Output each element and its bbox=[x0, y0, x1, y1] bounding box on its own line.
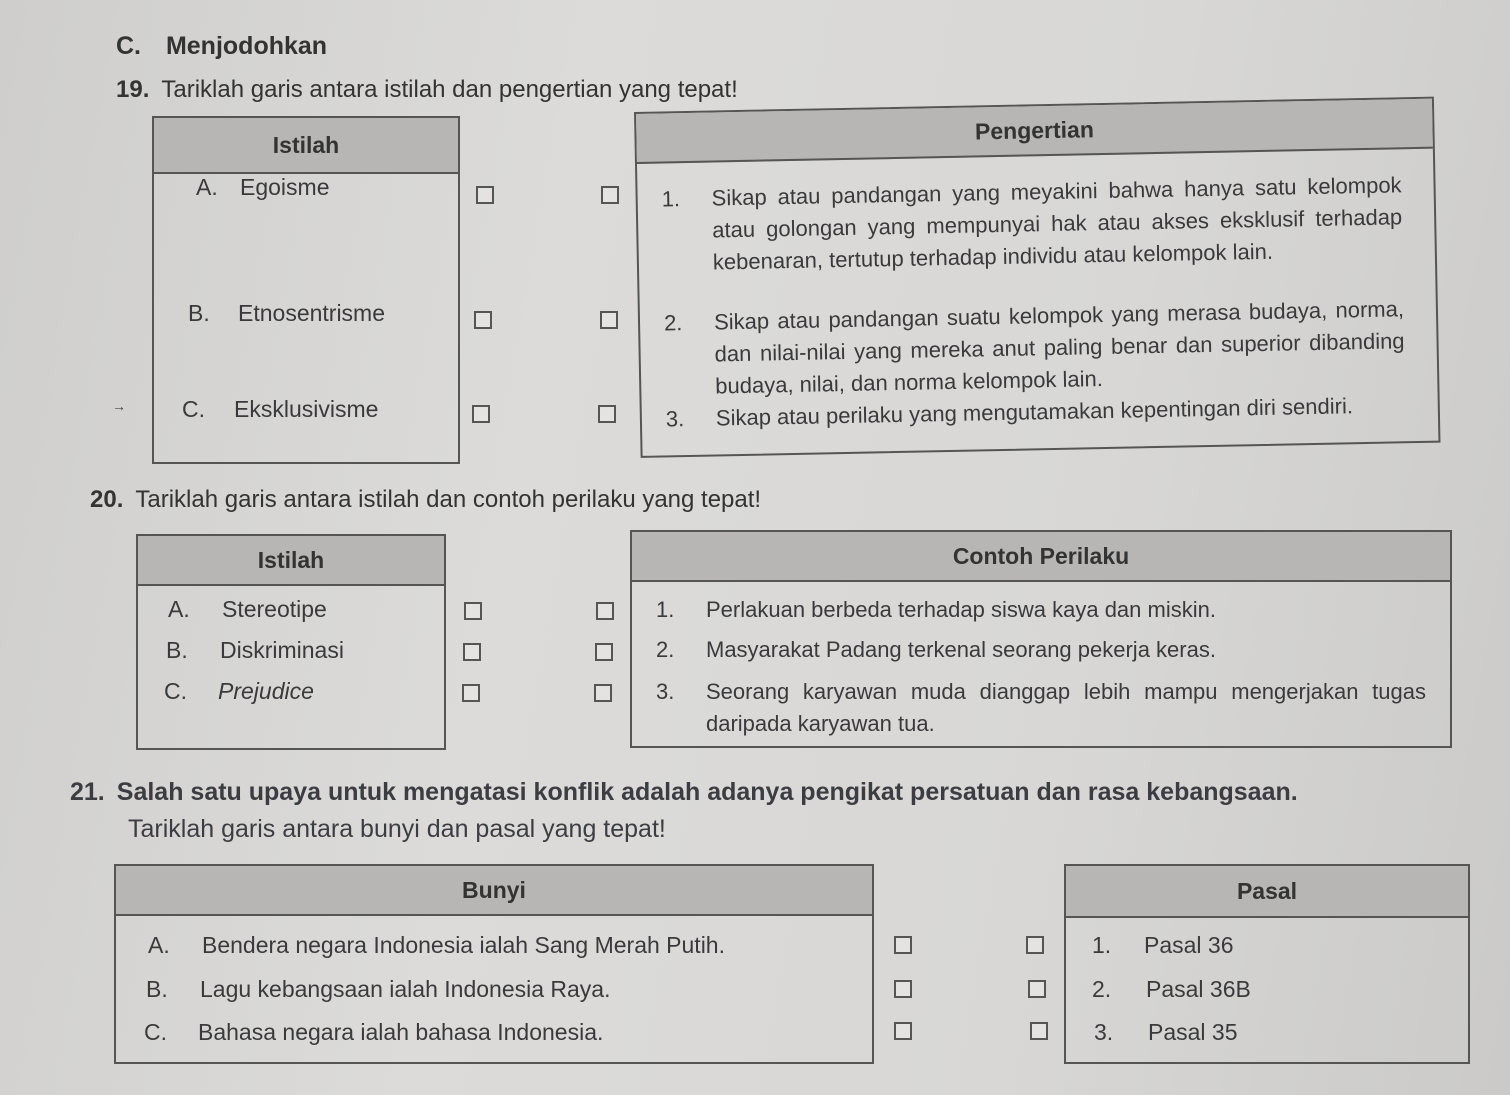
q19-def-1-checkbox[interactable] bbox=[601, 186, 619, 204]
definition-text: Sikap atau pandangan suatu kelompok yang merasa budaya, norma, dan nilai-nilai yang mereka anut paling benar dan superior dibanding budaya, nilai, dan norma kelompok lain. bbox=[713, 296, 1405, 399]
statement-letter: A. bbox=[148, 932, 170, 958]
term-text: Stereotipe bbox=[222, 596, 327, 622]
q21-statements-header: Bunyi bbox=[116, 866, 872, 916]
q19-term-c-checkbox[interactable] bbox=[472, 405, 490, 423]
q20-ex-1-checkbox[interactable] bbox=[596, 602, 614, 620]
q21-article-1 bbox=[1092, 932, 1234, 959]
article-text: Pasal 36B bbox=[1146, 976, 1251, 1002]
q21-article-3-checkbox[interactable] bbox=[1030, 1022, 1048, 1040]
q21-instruction-line-1 bbox=[70, 778, 1298, 807]
statement-text: Bahasa negara ialah bahasa Indonesia. bbox=[198, 1019, 604, 1045]
q21-number: 21. bbox=[70, 778, 105, 806]
q19-definition-1 bbox=[661, 169, 1403, 313]
q21-instruction-2: Tariklah garis antara bunyi dan pasal yang tepat! bbox=[128, 815, 666, 843]
q20-example-2 bbox=[656, 634, 1426, 670]
example-text: Seorang karyawan muda dianggap lebih mampu mengerjakan tugas daripada karyawan tua. bbox=[706, 679, 1426, 736]
term-letter: B. bbox=[188, 300, 210, 326]
q21-statement-b bbox=[146, 976, 611, 1003]
q19-def-2-checkbox[interactable] bbox=[600, 311, 618, 329]
term-letter: A. bbox=[196, 174, 218, 200]
article-number: 2. bbox=[1092, 976, 1112, 1002]
definition-number: 1. bbox=[661, 186, 681, 212]
section-heading bbox=[116, 32, 327, 61]
example-text: Perlakuan berbeda terhadap siswa kaya dan miskin. bbox=[706, 597, 1216, 622]
definition-text: Sikap atau perilaku yang mengutamakan kepentingan diri sendiri. bbox=[715, 393, 1354, 431]
q19-instruction-line bbox=[116, 76, 738, 104]
q20-term-a bbox=[168, 596, 327, 623]
section-title: Menjodohkan bbox=[165, 32, 328, 60]
section-label: C. bbox=[116, 32, 141, 60]
term-text: Prejudice bbox=[218, 678, 314, 704]
q19-definitions-header: Pengertian bbox=[636, 99, 1433, 164]
q21-article-3 bbox=[1094, 1019, 1238, 1046]
q19-term-a-checkbox[interactable] bbox=[476, 186, 494, 204]
term-letter: C. bbox=[164, 678, 187, 704]
statement-letter: C. bbox=[144, 1019, 167, 1045]
article-number: 1. bbox=[1092, 932, 1112, 958]
q19-def-3-checkbox[interactable] bbox=[598, 405, 616, 423]
q20-terms-header: Istilah bbox=[138, 536, 444, 586]
q20-term-b-checkbox[interactable] bbox=[463, 643, 481, 661]
q19-term-a bbox=[196, 174, 329, 201]
q21-articles-header: Pasal bbox=[1066, 866, 1468, 918]
statement-text: Bendera negara Indonesia ialah Sang Merah Putih. bbox=[202, 932, 725, 958]
q20-ex-2-checkbox[interactable] bbox=[595, 643, 613, 661]
definition-number: 2. bbox=[663, 310, 683, 336]
q21-statement-b-checkbox[interactable] bbox=[894, 980, 912, 998]
q20-number: 20. bbox=[90, 486, 124, 513]
q19-term-c bbox=[182, 396, 378, 423]
article-text: Pasal 36 bbox=[1144, 932, 1234, 958]
term-letter: C. bbox=[182, 396, 205, 422]
definition-text: Sikap atau pandangan yang meyakini bahwa hanya satu kelompok atau golongan yang mempunyai hak atau akses eksklusif terhadap kebenaran, tertutup terhadap individu atau kelompok lain. bbox=[711, 172, 1403, 275]
q20-instruction: Tariklah garis antara istilah dan contoh perilaku yang tepat! bbox=[135, 486, 762, 513]
q19-number: 19. bbox=[116, 76, 150, 103]
q20-examples-header: Contoh Perilaku bbox=[632, 532, 1450, 582]
q19-terms-header: Istilah bbox=[154, 118, 458, 174]
term-text: Eksklusivisme bbox=[234, 396, 379, 422]
statement-text: Lagu kebangsaan ialah Indonesia Raya. bbox=[200, 976, 611, 1002]
q20-example-1 bbox=[656, 594, 1426, 630]
term-text: Etnosentrisme bbox=[238, 300, 386, 326]
q20-term-c-checkbox[interactable] bbox=[462, 684, 480, 702]
q19-definitions-table bbox=[634, 97, 1440, 458]
q21-statement-c bbox=[144, 1019, 603, 1046]
q20-example-3 bbox=[656, 676, 1426, 742]
q20-examples-table bbox=[630, 530, 1452, 748]
term-text: Diskriminasi bbox=[220, 637, 344, 663]
q19-definition-2 bbox=[664, 293, 1406, 407]
example-number: 3. bbox=[656, 679, 675, 704]
q21-article-1-checkbox[interactable] bbox=[1026, 936, 1044, 954]
pencil-mark-icon: → bbox=[112, 398, 126, 414]
example-number: 1. bbox=[656, 597, 675, 622]
q19-term-b bbox=[188, 300, 385, 327]
example-text: Masyarakat Padang terkenal seorang pekerja keras. bbox=[706, 637, 1216, 662]
q19-term-b-checkbox[interactable] bbox=[474, 311, 492, 329]
q20-term-a-checkbox[interactable] bbox=[464, 602, 482, 620]
term-letter: A. bbox=[168, 596, 190, 622]
term-letter: B. bbox=[166, 637, 188, 663]
q19-instruction: Tariklah garis antara istilah dan pengertian yang tepat! bbox=[161, 76, 738, 103]
q21-statement-c-checkbox[interactable] bbox=[894, 1022, 912, 1040]
q21-statement-a-checkbox[interactable] bbox=[894, 936, 912, 954]
q20-instruction-line bbox=[90, 486, 761, 514]
q20-ex-3-checkbox[interactable] bbox=[594, 684, 612, 702]
statement-letter: B. bbox=[146, 976, 168, 1002]
q20-term-c bbox=[164, 678, 314, 705]
q21-article-2 bbox=[1092, 976, 1251, 1003]
article-number: 3. bbox=[1094, 1019, 1114, 1045]
q20-term-b bbox=[166, 637, 344, 664]
term-text: Egoisme bbox=[240, 174, 330, 200]
q21-instruction-1: Salah satu upaya untuk mengatasi konflik adalah adanya pengikat persatuan dan rasa kebangsaan. bbox=[116, 778, 1298, 806]
q21-article-2-checkbox[interactable] bbox=[1028, 980, 1046, 998]
definition-number: 3. bbox=[665, 406, 685, 432]
example-number: 2. bbox=[656, 637, 675, 662]
article-text: Pasal 35 bbox=[1148, 1019, 1238, 1045]
q21-statement-a bbox=[148, 932, 725, 959]
